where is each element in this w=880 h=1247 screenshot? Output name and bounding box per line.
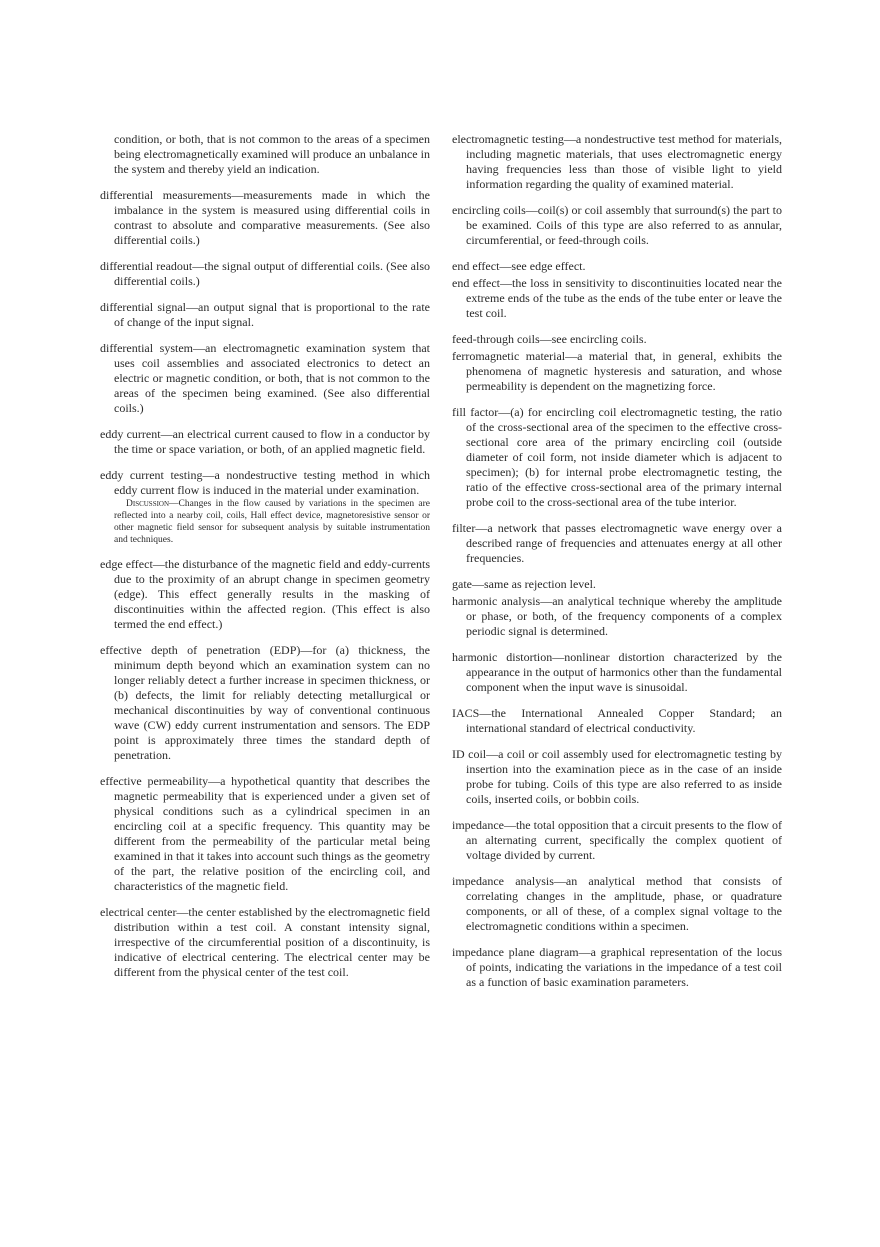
definition-entry: electromagnetic testing—a nondestructive test method for materials, including magnetic materials, that uses electromagnetic energy having frequencies less than those of visible light to yield information regarding the quality of examined material. <box>452 132 782 191</box>
definition-entry: feed-through coils—see encircling coils. <box>452 332 647 346</box>
definition-entry: ferromagnetic material—a material that, in general, exhibits the phenomena of magnetic hysteresis and saturation, and whose permeability is dependent on the magnetizing force. <box>452 349 782 393</box>
definition-entry: end effect—the loss in sensitivity to discontinuities located near the extreme ends of the tube as the ends of the tube enter or leave the test coil. <box>452 276 782 320</box>
definition-entry: differential system—an electromagnetic examination system that uses coil assemblies and associated electronics to detect an electric or magnetic condition, or both, that is not common to the areas of the specimen being examined. (See also differential coils.) <box>100 341 430 415</box>
definition-entry: harmonic analysis—an analytical technique whereby the amplitude or phase, or both, of the frequency components of a complex periodic signal is determined. <box>452 594 782 638</box>
definition-entry: filter—a network that passes electromagnetic wave energy over a described range of frequencies and attenuates energy at all other frequencies. <box>452 521 782 565</box>
definition-entry: effective depth of penetration (EDP)—for (a) thickness, the minimum depth beyond which an examination system can no longer reliably detect a further increase in specimen thickness, or (b) defects, the limit for reliably detecting metallurgical or mechanical discontinuities by way of conventional continuous wave (CW) eddy current instrumentation and sensors. The EDP point is approximately three times the standard depth of penetration. <box>100 643 430 762</box>
discussion-label: Discussion <box>126 499 170 509</box>
left-column <box>100 132 430 991</box>
definition-entry: eddy current testing—a nondestructive testing method in which eddy current flow is induced in the material under examination. <box>100 468 430 497</box>
definition-entry: effective permeability—a hypothetical quantity that describes the magnetic permeability that is experienced under a given set of physical conditions such as a cylindrical specimen in an encircling coil at a specific frequency. This quantity may be different from the permeability of the particular metal being examined in that it takes into account such things as the geometry of the part, the relative position of the encircling coil, and characteristics of the magnetic field. <box>100 774 430 893</box>
definition-entry: impedance analysis—an analytical method that consists of correlating changes in the amplitude, phase, or quadrature components, or all of these, of a complex signal voltage to the electromagnetic conditions within a specimen. <box>452 874 782 933</box>
definition-entry: differential signal—an output signal that is proportional to the rate of change of the input signal. <box>100 300 430 329</box>
definition-entry: ID coil—a coil or coil assembly used for electromagnetic testing by insertion into the examination piece as in the case of an inside probe for tubing. Coils of this type are also referred to as inside coils, inserted coils, or bobbin coils. <box>452 747 782 806</box>
definition-entry: end effect—see edge effect. <box>452 259 586 273</box>
definition-entry: IACS—the International Annealed Copper Standard; an international standard of electrical conductivity. <box>452 706 782 735</box>
definition-entry: differential readout—the signal output of differential coils. (See also differential coils.) <box>100 259 430 288</box>
definition-entry: electrical center—the center established by the electromagnetic field distribution within a test coil. A constant intensity signal, irrespective of the circumferential position of a discontinuity, is indicative of electrical centering. The electrical center may be different from the physical center of the test coil. <box>100 905 430 979</box>
definition-entry: fill factor—(a) for encircling coil electromagnetic testing, the ratio of the cross-sectional area of the specimen to the effective cross-sectional core area of the primary encircling coil (outside diameter of coil form, not inside diameter which is adjacent to specimen); (b) for internal probe electromagnetic testing, the ratio of the effective cross-sectional area of the primary internal probe coil to the cross-sectional area of the tube interior. <box>452 405 782 509</box>
right-column <box>452 132 782 1001</box>
definition-entry: encircling coils—coil(s) or coil assembly that surround(s) the part to be examined. Coils of this type are also referred to as annular, circumferential, or feed-through coils. <box>452 203 782 247</box>
definition-entry: condition, or both, that is not common to the areas of a specimen being electromagnetically examined will produce an unbalance in the system and thereby yield an indication. <box>114 132 430 176</box>
definition-entry: impedance plane diagram—a graphical representation of the locus of points, indicating the variations in the impedance of a test coil as a function of basic examination parameters. <box>452 945 782 989</box>
definition-entry: impedance—the total opposition that a circuit presents to the flow of an alternating current, specifically the complex quotient of voltage divided by current. <box>452 818 782 862</box>
definition-entry: differential measurements—measurements made in which the imbalance in the system is measured using differential coils in contrast to absolute and comparative measurements. (See also differential coils.) <box>100 188 430 247</box>
discussion-text: —Changes in the flow caused by variations in the specimen are reflected into a nearby coil, coils, Hall effect device, magnetoresistive sensor or other magnetic field sensor for subsequent analysis by suitable instrumentation and techniques. <box>114 499 430 545</box>
definition-entry: edge effect—the disturbance of the magnetic field and eddy-currents due to the proximity of an abrupt change in specimen geometry (edge). This effect generally results in the masking of discontinuities within the affected region. (This effect is also termed the end effect.) <box>100 557 430 631</box>
definition-entry: eddy current—an electrical current caused to flow in a conductor by the time or space variation, or both, of an applied magnetic field. <box>100 427 430 456</box>
discussion-note <box>100 498 430 546</box>
definition-entry: harmonic distortion—nonlinear distortion characterized by the appearance in the output of harmonics other than the fundamental component when the input wave is sinusoidal. <box>452 650 782 694</box>
definition-entry: gate—same as rejection level. <box>452 577 596 591</box>
